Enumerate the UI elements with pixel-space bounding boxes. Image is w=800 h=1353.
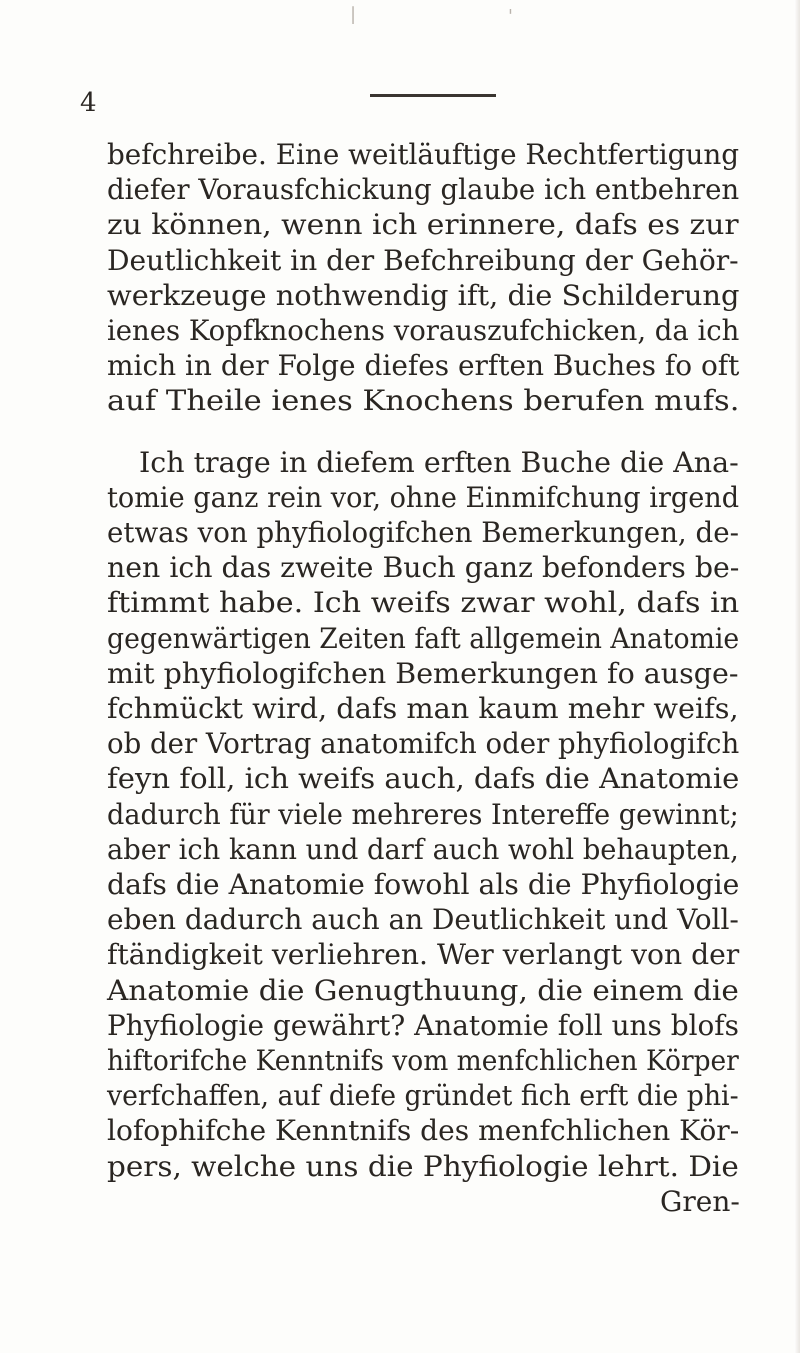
text-line: mich in der Folge diefes erften Buches fo oft xyxy=(107,349,740,383)
text-line: nen ich das zweite Buch ganz befonders be- xyxy=(107,551,740,585)
catchword: Gren- xyxy=(660,1184,740,1218)
text-line: aber ich kann und darf auch wohl behaupten, xyxy=(107,832,739,866)
text-line: lofophifche Kenntnifs des menfchlichen Kör- xyxy=(107,1114,740,1148)
text-line: Deutlichkeit in der Befchreibung der Gehör- xyxy=(107,243,739,277)
bleed-through-mark: | xyxy=(350,4,357,25)
page-number: 4 xyxy=(80,88,97,118)
text-line: tomie ganz rein vor, ohne Einmifchung irgend xyxy=(107,480,740,514)
text-line: Phyfiologie gewährt? Anatomie foll uns blofs xyxy=(107,1008,739,1042)
text-line: dafs die Anatomie fowohl als die Phyfiologie xyxy=(107,868,740,901)
bleed-through-mark: ' xyxy=(508,6,513,27)
text-line: ienes Kopfknochens vorauszufchicken, da ich xyxy=(107,314,740,347)
text-line: hiftorifche Kenntnifs vom menfchlichen Körper xyxy=(107,1044,739,1077)
text-line: diefer Vorausfchickung glaube ich entbehren xyxy=(107,173,740,207)
text-line: feyn foll, ich weifs auch, dafs die Anatomie xyxy=(107,762,740,796)
text-line: fchmückt wird, dafs man kaum mehr weifs, xyxy=(107,692,739,725)
text-line: verfchaffen, auf diefe gründet fich erft die phi- xyxy=(107,1079,739,1113)
text-line: pers, welche uns die Phyfiologie lehrt. Die xyxy=(107,1149,739,1183)
text-line: werkzeuge nothwendig ift, die Schilderung xyxy=(107,278,740,312)
text-line: dadurch für viele mehreres Intereffe gewinnt; xyxy=(107,797,739,831)
text-line: ob der Vortrag anatomifch oder phyfiologifch xyxy=(107,727,740,761)
text-line: Ich trage in diefem erften Buche die Ana- xyxy=(139,445,739,479)
text-line: befchreibe. Eine weitläuftige Rechtfertigung xyxy=(107,138,740,171)
text-line: gegenwärtigen Zeiten faft allgemein Anatomie xyxy=(107,621,740,655)
text-line: eben dadurch auch an Deutlichkeit und Voll- xyxy=(107,903,739,937)
text-line: etwas von phyfiologifchen Bemerkungen, de- xyxy=(107,516,739,549)
text-line: auf Theile ienes Knochens berufen mufs. xyxy=(107,384,740,418)
text-line: Anatomie die Genugthuung, die einem die xyxy=(107,973,739,1007)
text-line: ftändigkeit verliehren. Wer verlangt von der xyxy=(107,938,740,972)
text-line: ftimmt habe. Ich weifs zwar wohl, dafs in xyxy=(107,586,740,620)
text-line: zu können, wenn ich erinnere, dafs es zur xyxy=(107,208,739,242)
text-line: mit phyfiologifchen Bemerkungen fo ausge- xyxy=(107,656,739,690)
